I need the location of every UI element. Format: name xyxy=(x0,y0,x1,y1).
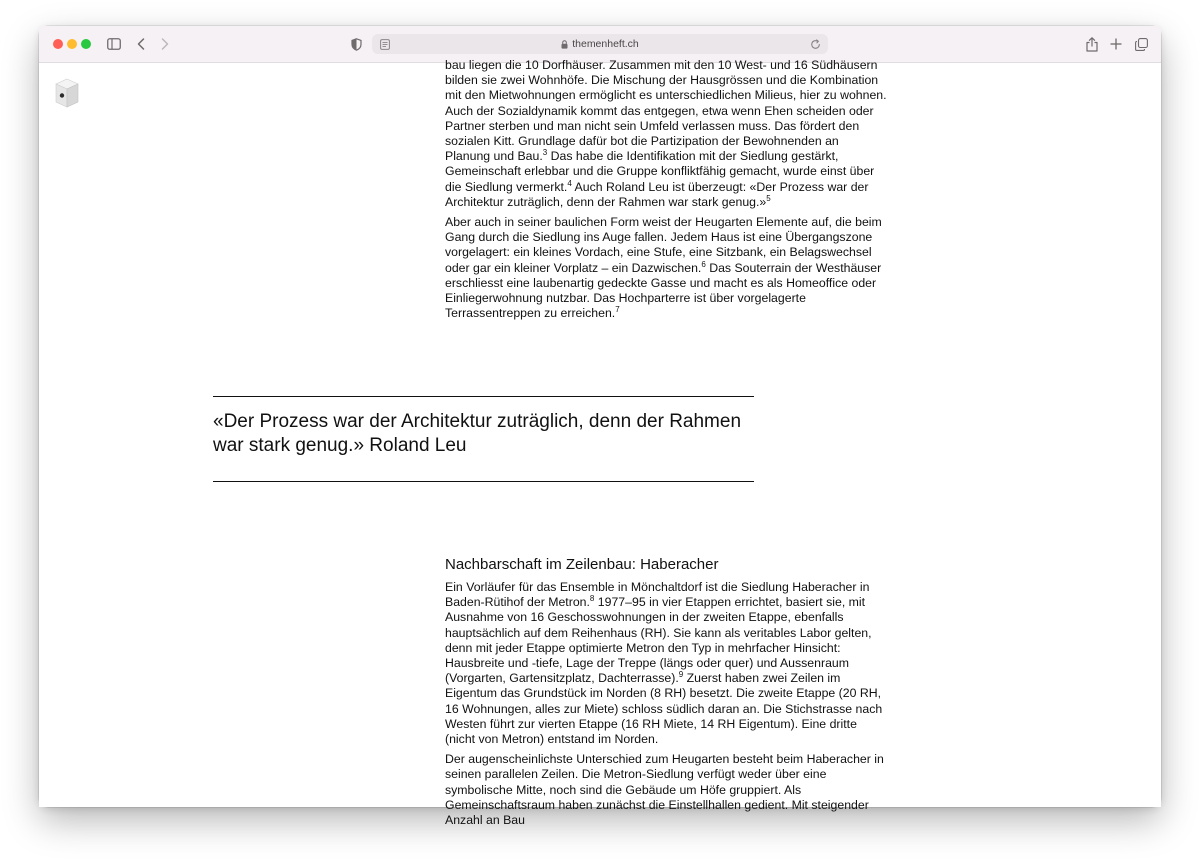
forward-icon[interactable] xyxy=(159,35,171,53)
tab-overview-icon[interactable] xyxy=(1133,35,1149,53)
address-bar[interactable] xyxy=(372,34,828,54)
footnote-ref: 3 xyxy=(542,148,548,158)
reload-icon[interactable] xyxy=(808,37,822,51)
article-paragraph: Der augenscheinlichste Unterschied zum Heugarten besteht beim Haberacher in seinen parallelen Zeilen. Die Metron-Siedlung verfügt weder über eine symbolische Mitte, noch sind die Gebäude um Höfe gruppiert. Als Gemeinschaftsraum haben zunächst die Einstellhallen gedient. Mit steigender Anzahl an Bau xyxy=(445,752,884,828)
zoom-window-button[interactable] xyxy=(81,39,91,49)
footnote-ref: 8 xyxy=(589,594,595,604)
privacy-shield-icon[interactable] xyxy=(349,35,363,53)
footnote-ref: 9 xyxy=(678,670,684,680)
article-text-section-1 xyxy=(445,58,887,326)
footnote-ref: 5 xyxy=(766,193,771,203)
article-paragraph: Aber auch in seiner baulichen Form weist der Heugarten Elemente auf, die beim Gang durch die Siedlung ins Auge fallen. Jedem Haus ist eine Übergangszone vorgelagert: ein kleines Vordach, eine Stufe, eine Sitzbank, ein Belagswechsel oder gar ein kleiner Vorplatz – ein Dazwischen.$^6$ Das Souterrain der Westhäuser erschliesst eine laubenartig gedeckte Gasse und macht es als Homeoffice oder Einliegerwohnung nutzbar. Das Hochparterre ist über vorgelagerte Terrassentreppen zu erreichen.$^7$ xyxy=(445,215,882,321)
pull-quote-text: «Der Prozess war der Architektur zuträglich, denn der Rahmen war stark genug.» Roland Leu xyxy=(213,411,742,456)
sidebar-toggle-icon[interactable] xyxy=(106,35,122,53)
article-paragraph: Ein Vorläufer für das Ensemble in Mönchaltdorf ist die Siedlung Haberacher in Baden-Rütihof der Metron.$^8$ 1977–95 in vier Etappen errichtet, basiert sie, mit Ausnahme von 16 Geschosswohnungen in der zweiten Etappe, ebenfalls hauptsächlich auf dem Reihenhaus (RH). Sie kann als veritables Labor gelten, denn mit jeder Etappe optimierte Metron den Typ in mehrfacher Hinsicht: Hausbreite und -tiefe, Lage der Treppe (längs oder quer) und Aussenraum (Vorgarten, Gartensitzplatz, Dachterrasse).$^9$ Zuerst haben zwei Zeilen im Eigentum das Grundstück im Norden (8 RH) besetzt. Die zweite Etappe (20 RH, 16 Wohnungen, alles zur Miete) schloss südlich daran an. Die Stichstrasse nach Westen führt zur vierten Etappe (16 RH Miete, 14 RH Eigentum). Eine dritte (nicht von Metron) entstand im Norden. xyxy=(445,580,883,747)
section-heading: Nachbarschaft im Zeilenbau: Haberacher xyxy=(445,556,719,573)
minimize-window-button[interactable] xyxy=(67,39,77,49)
new-tab-icon[interactable] xyxy=(1109,35,1123,53)
footnote-ref: 6 xyxy=(701,259,706,269)
back-icon[interactable] xyxy=(135,35,147,53)
pull-quote xyxy=(213,396,754,482)
browser-window xyxy=(39,26,1161,828)
page-content xyxy=(39,58,1161,828)
close-window-button[interactable] xyxy=(53,39,63,49)
share-icon[interactable] xyxy=(1085,35,1099,53)
footnote-ref: 4 xyxy=(567,178,572,188)
lock-icon xyxy=(561,40,568,49)
footnote-ref: 7 xyxy=(615,305,620,315)
article-paragraph: bau liegen die 10 Dorfhäuser. Zusammen mit den 10 West- und 16 Südhäusern bilden sie zwei Wohnhöfe. Die Mischung der Hausgrössen und die Kombination mit den Mietwohnungen ermöglicht es unterschiedlichen Milieus, hier zu wohnen. Auch der Sozialdynamik kommt das entgegen, etwa wenn Ehen scheiden oder Partner sterben und man nicht sein Umfeld verlassen muss. Das fördert den sozialen Kitt. Grundlage dafür bot die Partizipation der Bewohnenden an Planung und Bau.$^3$ Das habe die Identifikation mit der Siedlung gestärkt, Gemeinschaft erlebbar und die Gruppe konfliktfähig gemacht, wurde einst über die Siedlung vermerkt.$^4$ Auch Roland Leu ist überzeugt: «Der Prozess war der Architektur zuträglich, denn der Rahmen war stark genug.»$^5$ xyxy=(445,58,887,209)
site-logo-icon[interactable] xyxy=(55,78,79,108)
article-text-section-2 xyxy=(445,556,887,833)
url-text: themenheft.ch xyxy=(572,38,639,50)
